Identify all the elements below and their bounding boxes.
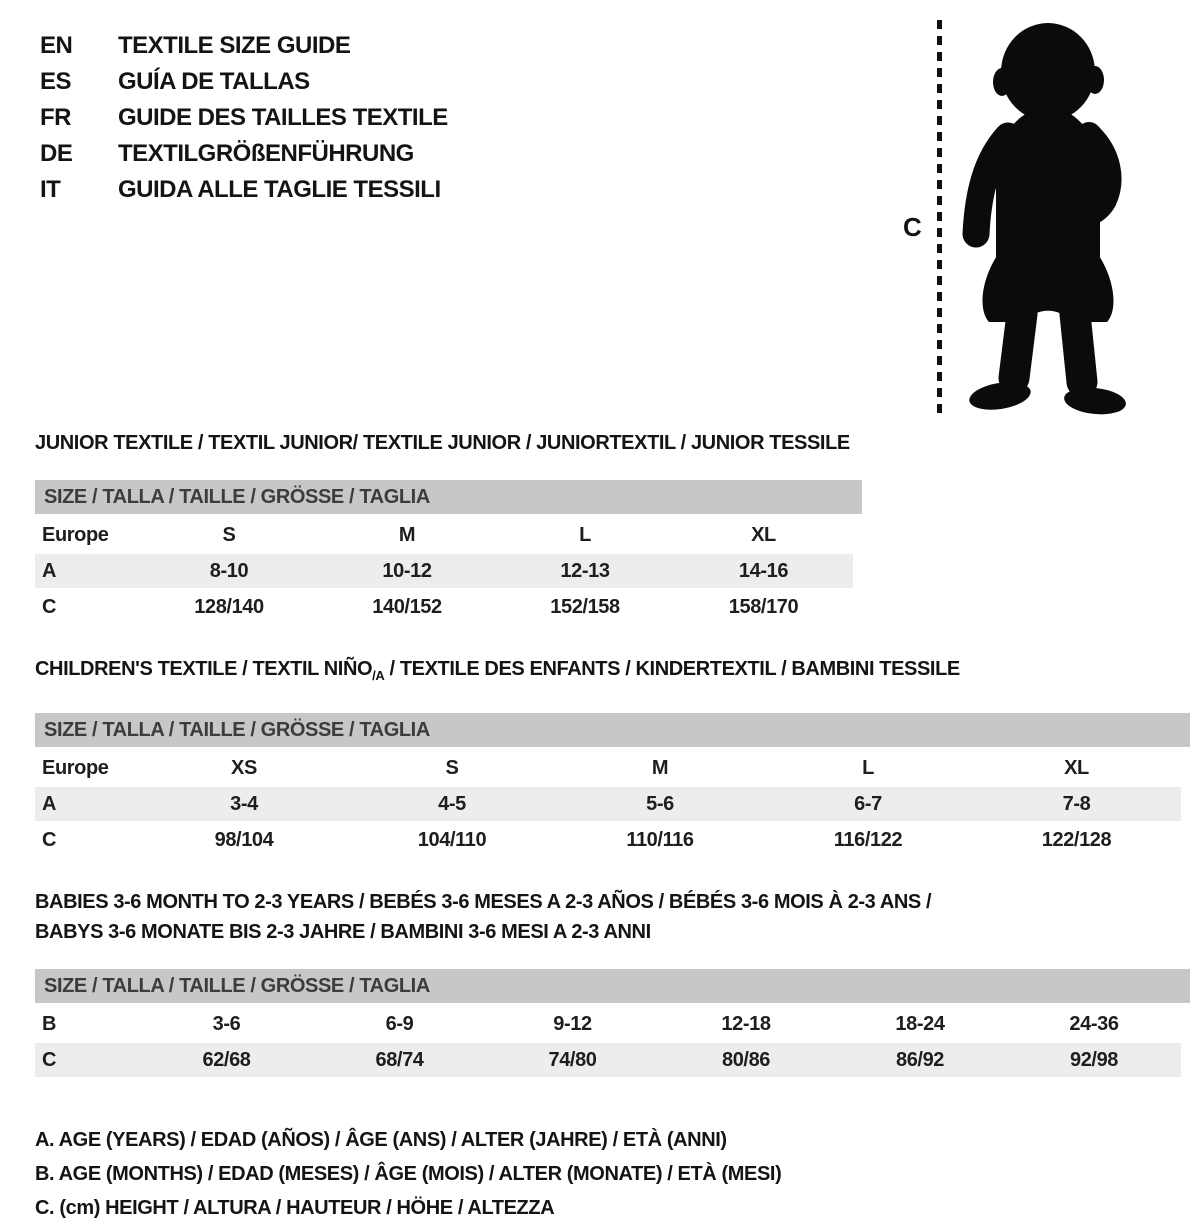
cell: 10-12 (318, 553, 496, 589)
cell: 116/122 (833, 828, 903, 851)
children-title-suffix: / TEXTILE DES ENFANTS / KINDERTEXTIL / BAMBINI TESSILE (384, 658, 960, 680)
lang-row-en (40, 28, 448, 64)
dashed-height-line (937, 20, 942, 416)
section-title-babies-line1: BABIES 3-6 MONTH TO 2-3 YEARS / BEBÉS 3-6 MESES A 2-3 AÑOS / BÉBÉS 3-6 MOIS À 2-3 ANS / (35, 891, 932, 913)
babies-size-table (35, 1005, 1181, 1077)
lang-code-it: IT (40, 176, 61, 203)
row-label: B (42, 1012, 57, 1035)
cell: L (579, 523, 591, 546)
cell: 74/80 (486, 1042, 659, 1077)
cell: 3-4 (140, 786, 348, 822)
section-title-junior: JUNIOR TEXTILE / TEXTIL JUNIOR/ TEXTILE JUNIOR / JUNIORTEXTIL / JUNIOR TESSILE (35, 432, 850, 454)
size-header-bar-children: SIZE / TALLA / TAILLE / GRÖSSE / TAGLIA (35, 713, 1190, 747)
legend-line-b: B. AGE (MONTHS) / EDAD (MESES) / ÂGE (MOIS) / ALTER (MONATE) / ETÀ (MESI) (35, 1163, 782, 1185)
cell: 122/128 (1041, 828, 1112, 851)
table-row-months (35, 1006, 1181, 1042)
cell: M (398, 523, 416, 546)
cell: 12-13 (496, 553, 674, 589)
cell: 6-7 (764, 786, 972, 822)
lang-title-it: GUIDA ALLE TAGLIE TESSILI (118, 176, 441, 203)
section-title-children (35, 654, 1181, 691)
cell: M (651, 756, 669, 779)
cell: 7-8 (972, 786, 1181, 822)
cell: XL (751, 523, 776, 546)
cell: XS (231, 756, 257, 779)
section-children (35, 654, 1181, 857)
table-row-height (35, 589, 853, 624)
lang-title-es: GUÍA DE TALLAS (118, 68, 310, 95)
cell: S (222, 523, 236, 546)
cell: 62/68 (140, 1042, 313, 1077)
row-label: A (35, 786, 140, 822)
legend-line-a: A. AGE (YEARS) / EDAD (AÑOS) / ÂGE (ANS) / ALTER (JAHRE) / ETÀ (ANNI) (35, 1129, 727, 1151)
cell: 3-6 (212, 1012, 241, 1035)
lang-code-fr: FR (40, 104, 71, 131)
lang-code-es: ES (40, 68, 72, 95)
lang-row-fr (40, 100, 448, 136)
language-title-list (40, 28, 448, 208)
table-row-age (35, 786, 1181, 822)
row-label: C (42, 828, 57, 851)
lang-code-de: DE (40, 140, 73, 167)
children-size-table (35, 749, 1181, 857)
cell: 86/92 (833, 1042, 1007, 1077)
section-junior (35, 428, 1181, 624)
size-header-bar-babies: SIZE / TALLA / TAILLE / GRÖSSE / TAGLIA (35, 969, 1190, 1003)
lang-title-de: TEXTILGRÖßENFÜHRUNG (118, 140, 414, 167)
legend-line-c: C. (cm) HEIGHT / ALTURA / HAUTEUR / HÖHE / ALTEZZA (35, 1197, 555, 1219)
row-label: C (42, 595, 57, 618)
cell: 9-12 (553, 1012, 592, 1035)
section-title-babies-line2: BABYS 3-6 MONATE BIS 2-3 JAHRE / BAMBINI 3-6 MESI A 2-3 ANNI (35, 921, 651, 943)
cell: 158/170 (728, 595, 799, 618)
row-label: C (35, 1042, 140, 1077)
cell: XL (1064, 756, 1089, 779)
height-measure-figure (903, 14, 1138, 423)
cell: 6-9 (385, 1012, 414, 1035)
section-babies (35, 887, 1181, 1077)
lang-title-fr: GUIDE DES TAILLES TEXTILE (118, 104, 448, 131)
baby-silhouette-icon (956, 18, 1138, 423)
junior-size-table (35, 516, 853, 624)
table-row-height (35, 822, 1181, 857)
row-label: Europe (42, 756, 109, 779)
cell: 8-10 (140, 553, 318, 589)
cell: 104/110 (417, 828, 487, 851)
cell: 68/74 (313, 1042, 486, 1077)
size-header-bar-junior: SIZE / TALLA / TAILLE / GRÖSSE / TAGLIA (35, 480, 862, 514)
cell: 80/86 (659, 1042, 833, 1077)
cell: 4-5 (348, 786, 556, 822)
table-row-age (35, 553, 853, 589)
table-row-europe (35, 517, 853, 553)
table-row-height (35, 1042, 1181, 1077)
cell: 110/116 (626, 828, 694, 851)
cell: 18-24 (895, 1012, 945, 1035)
lang-code-en: EN (40, 32, 73, 59)
cell: 128/140 (194, 595, 264, 618)
cell: 92/98 (1007, 1042, 1181, 1077)
cell: 14-16 (674, 553, 853, 589)
cell: 12-18 (721, 1012, 771, 1035)
cell: 98/104 (214, 828, 274, 851)
lang-row-it (40, 172, 448, 208)
lang-row-de (40, 136, 448, 172)
cell: L (862, 756, 874, 779)
row-label: Europe (42, 523, 109, 546)
children-title-prefix: CHILDREN'S TEXTILE / TEXTIL NIÑO (35, 658, 373, 680)
cell: 5-6 (556, 786, 764, 822)
cell: S (445, 756, 459, 779)
children-title-sub: /A (372, 668, 385, 683)
lang-title-en: TEXTILE SIZE GUIDE (118, 32, 351, 59)
tables-content (35, 428, 1181, 1225)
cell: 140/152 (372, 595, 442, 618)
height-measure-label: C (903, 212, 922, 242)
row-label: A (35, 553, 140, 589)
cell: 24-36 (1069, 1012, 1119, 1035)
measurement-legend (35, 1123, 1181, 1225)
cell: 152/158 (550, 595, 620, 618)
table-row-europe (35, 750, 1181, 786)
lang-row-es (40, 64, 448, 100)
